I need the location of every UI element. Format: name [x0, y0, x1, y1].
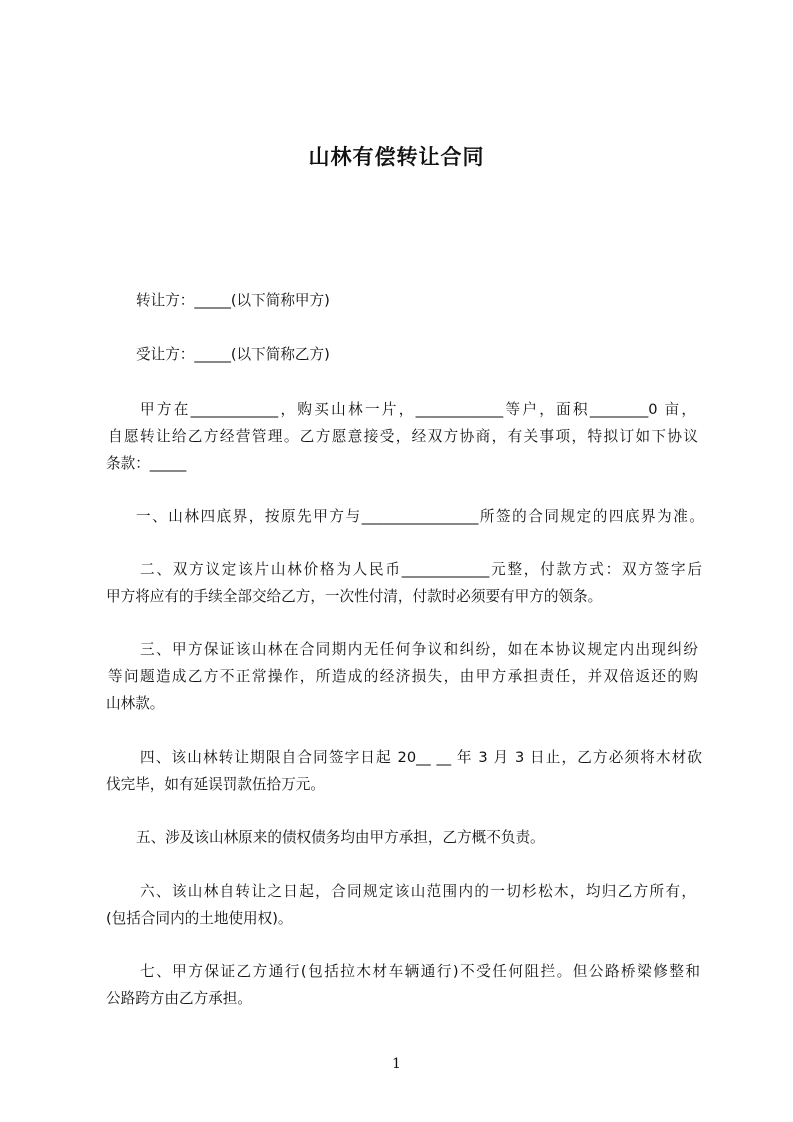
- clause-7-line-2: 公路跨方由乙方承担。: [106, 990, 252, 1007]
- clause-4-line-1: 四、该山林转让期限自合同签字日起 20__ __ 年 3 月 3 日止，乙方必须将木材砍: [140, 749, 702, 766]
- intro-line-3: 条款：_____: [106, 455, 187, 472]
- clause-3-line-1: 三、甲方保证该山林在合同期内无任何争议和纠纷，如在本协议规定内出现纠纷: [140, 641, 698, 658]
- transferor-line: 转让方：_____(以下简称甲方): [136, 292, 330, 309]
- clause-3-line-3: 山林款。: [106, 695, 165, 712]
- clause-7-line-1: 七、甲方保证乙方通行(包括拉木材车辆通行)不受任何阻拦。但公路桥梁修整和: [140, 963, 700, 980]
- page-number: 1: [392, 1056, 401, 1072]
- clause-5-line-1: 五、涉及该山林原来的债权债务均由甲方承担，乙方概不负责。: [136, 829, 545, 846]
- clause-2-line-1: 二、双方议定该片山林价格为人民币____________元整，付款方式：双方签字后: [140, 561, 702, 578]
- document-title: 山林有偿转让合同: [308, 145, 485, 169]
- clause-2-line-2: 甲方将应有的手续全部交给乙方，一次性付清，付款时必须要有甲方的领条。: [106, 588, 603, 605]
- clause-1-line-1: 一、山林四底界，按原先甲方与________________所签的合同规定的四底界为准。: [136, 508, 704, 525]
- intro-line-1: 甲方在____________，购买山林一片，____________等户，面积________0 亩，: [140, 401, 696, 418]
- clause-4-line-2: 伐完毕，如有延误罚款伍拾万元。: [106, 776, 325, 793]
- transferee-line: 受让方：_____(以下简称乙方): [136, 346, 330, 363]
- intro-line-2: 自愿转让给乙方经营管理。乙方愿意接受，经双方协商，有关事项，特拟订如下协议: [108, 428, 698, 445]
- clause-6-line-2: (包括合同内的土地使用权)。: [106, 910, 293, 927]
- clause-6-line-1: 六、该山林自转让之日起，合同规定该山范围内的一切杉松木，均归乙方所有，: [140, 883, 696, 900]
- clause-3-line-2: 等问题造成乙方不正常操作，所造成的经济损失，由甲方承担责任，并双倍返还的购: [108, 668, 698, 685]
